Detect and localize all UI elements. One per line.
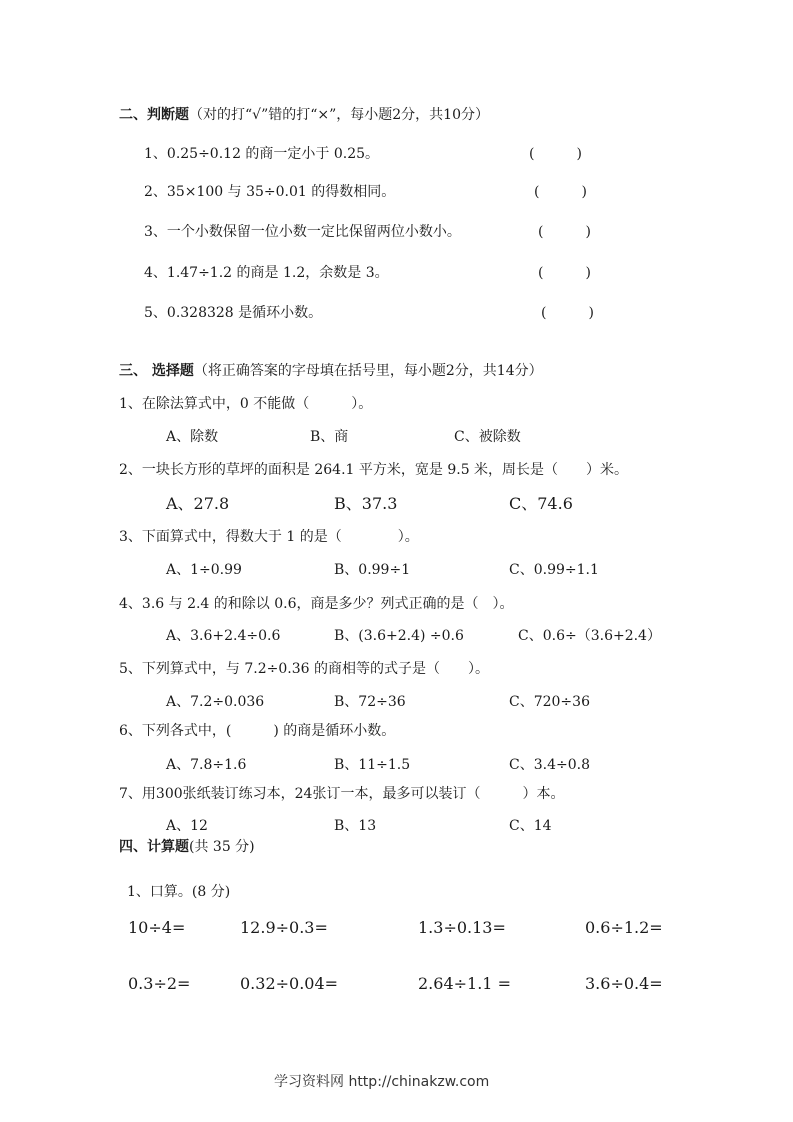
choice-question-5: 5、下列算式中，与 7.2÷0.36 的商相等的式子是（ ）。 [119,661,489,677]
section4-title: 四、计算题 [119,839,189,855]
oral-calc-r1-c1: 10÷4= [128,918,186,937]
choice-question-2: 2、一块长方形的草坪的面积是 264.1 平方米，宽是 9.5 米，周长是（ ）米。 [119,462,629,478]
oral-calc-r2-c4: 3.6÷0.4= [585,974,663,993]
choice-7-option-b[interactable]: B、13 [334,818,377,834]
choice-4-option-b[interactable]: B、(3.6+2.4) ÷0.6 [334,628,464,644]
judge-item-4: 4、1.47÷1.2 的商是 1.2，余数是 3。 [144,265,389,281]
choice-6-option-a[interactable]: A、7.8÷1.6 [166,757,247,773]
choice-6-option-c[interactable]: C、3.4÷0.8 [509,757,590,773]
section3-heading [119,360,543,380]
choice-question-4: 4、3.6 与 2.4 的和除以 0.6，商是多少？列式正确的是（ ）。 [119,596,514,612]
section4-heading [119,836,255,856]
choice-5-option-a[interactable]: A、7.2÷0.036 [166,694,265,710]
section2-title: 二、判断题 [119,107,189,123]
footer-watermark: 学习资料网 http://chinakzw.com [274,1074,490,1090]
section3-title: 三、 选择题 [119,363,194,379]
choice-question-3: 3、下面算式中，得数大于 1 的是（ ）。 [119,529,419,545]
choice-7-option-c[interactable]: C、14 [509,818,552,834]
choice-6-option-b[interactable]: B、11÷1.5 [334,757,411,773]
choice-5-option-b[interactable]: B、72÷36 [334,694,406,710]
choice-2-option-b[interactable]: B、37.3 [334,494,398,513]
choice-4-option-a[interactable]: A、3.6+2.4÷0.6 [166,628,281,644]
judge-item-3: 3、一个小数保留一位小数一定比保留两位小数小。 [144,224,461,240]
choice-3-option-c[interactable]: C、0.99÷1.1 [509,562,599,578]
choice-question-7: 7、用300张纸装订练习本，24张订一本，最多可以装订（ ）本。 [119,786,565,802]
choice-2-option-a[interactable]: A、27.8 [166,494,230,513]
section4-note: (共 35 分) [189,839,255,855]
choice-question-1: 1、在除法算式中，0 不能做（ ）。 [119,396,373,412]
choice-5-option-c[interactable]: C、720÷36 [509,694,590,710]
oral-calc-r1-c2: 12.9÷0.3= [240,918,328,937]
judge-item-5: 5、0.328328 是循环小数。 [144,305,323,321]
section2-note: （对的打“√”错的打“×”，每小题2分，共10分） [189,107,490,123]
choice-2-option-c[interactable]: C、74.6 [509,494,573,513]
choice-3-option-a[interactable]: A、1÷0.99 [166,562,242,578]
oral-calc-r2-c2: 0.32÷0.04= [240,974,339,993]
judge-answer-paren-2[interactable]: ( ) [534,184,587,200]
choice-7-option-a[interactable]: A、12 [166,818,208,834]
judge-answer-paren-3[interactable]: ( ) [538,224,591,240]
judge-answer-paren-4[interactable]: ( ) [538,265,591,281]
oral-calc-r1-c4: 0.6÷1.2= [585,918,663,937]
oral-calc-r2-c1: 0.3÷2= [128,974,191,993]
judge-item-1: 1、0.25÷0.12 的商一定小于 0.25。 [144,146,380,162]
oral-calc-r2-c3: 2.64÷1.1 = [418,974,511,993]
oral-calc-subtitle: 1、口算。(8 分) [127,884,231,900]
judge-answer-paren-5[interactable]: ( ) [541,305,594,321]
choice-3-option-b[interactable]: B、0.99÷1 [334,562,411,578]
judge-item-2: 2、35×100 与 35÷0.01 的得数相同。 [144,184,396,200]
choice-1-option-a[interactable]: A、除数 [166,429,219,445]
choice-1-option-b[interactable]: B、商 [310,429,349,445]
section3-note: （将正确答案的字母填在括号里，每小题2分，共14分） [193,363,543,379]
oral-calc-r1-c3: 1.3÷0.13= [418,918,506,937]
judge-answer-paren-1[interactable]: ( ) [529,146,582,162]
choice-question-6: 6、下列各式中，( ) 的商是循环小数。 [119,723,396,739]
choice-1-option-c[interactable]: C、被除数 [454,429,521,445]
choice-4-option-c[interactable]: C、0.6÷（3.6+2.4） [518,628,661,644]
section2-heading [119,104,489,124]
